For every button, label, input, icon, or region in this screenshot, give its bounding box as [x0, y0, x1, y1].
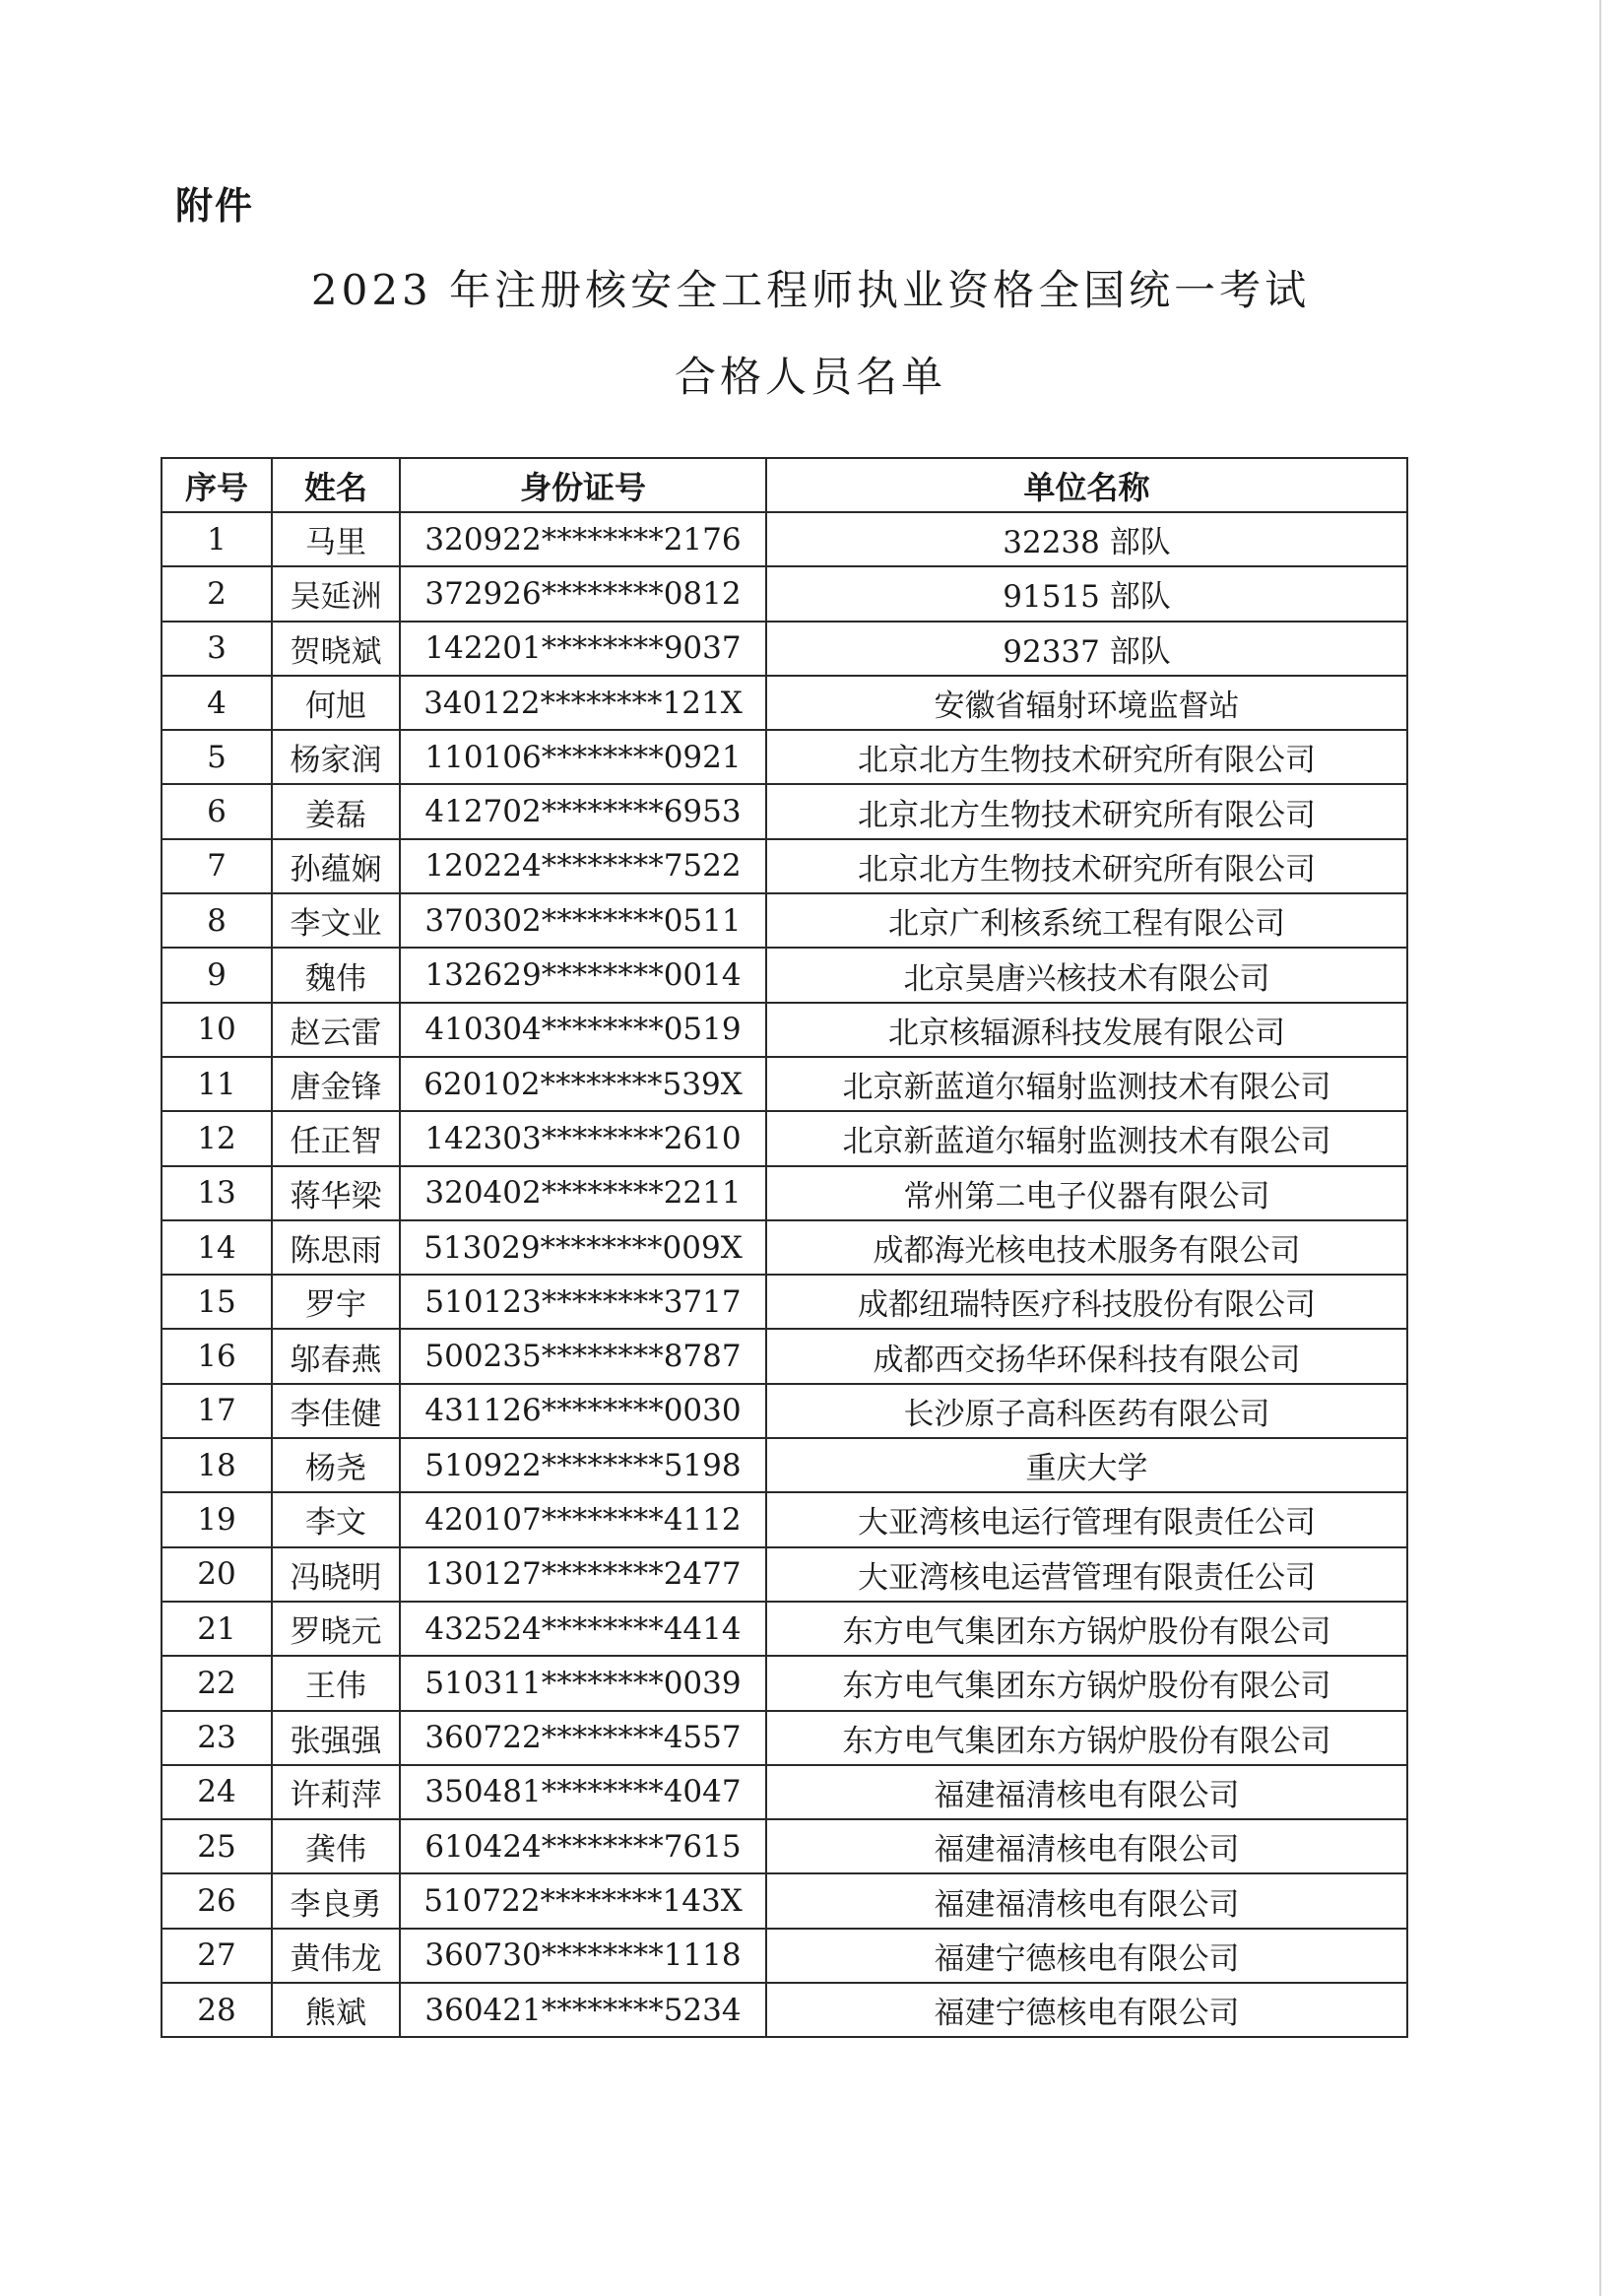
table-row	[162, 1275, 1407, 1329]
table-row	[162, 1166, 1407, 1220]
id-number-cell: 110106********0921	[400, 730, 766, 784]
table-row	[162, 622, 1407, 676]
id-number-cell: 340122********121X	[400, 676, 766, 730]
id-number-cell: 142303********2610	[400, 1111, 766, 1165]
organization-cell: 北京北方生物技术研究所有限公司	[766, 839, 1407, 893]
name-cell: 罗晓元	[272, 1602, 400, 1656]
table-row	[162, 893, 1407, 948]
table-row	[162, 1656, 1407, 1710]
id-number-cell: 431126********0030	[400, 1384, 766, 1438]
id-number-cell: 500235********8787	[400, 1329, 766, 1383]
id-number-cell: 320922********2176	[400, 512, 766, 566]
seq-cell: 18	[162, 1438, 272, 1492]
header-id-number: 身份证号	[400, 458, 766, 512]
table-row	[162, 1983, 1407, 2037]
organization-cell: 北京核辐源科技发展有限公司	[766, 1003, 1407, 1057]
name-cell: 张强强	[272, 1711, 400, 1765]
id-number-cell: 620102********539X	[400, 1057, 766, 1111]
seq-cell: 27	[162, 1929, 272, 1983]
table-row	[162, 1329, 1407, 1383]
organization-cell: 92337 部队	[766, 622, 1407, 676]
id-number-cell: 120224********7522	[400, 839, 766, 893]
id-number-cell: 360722********4557	[400, 1711, 766, 1765]
table-row	[162, 1819, 1407, 1873]
seq-cell: 11	[162, 1057, 272, 1111]
table-row	[162, 512, 1407, 566]
seq-cell: 9	[162, 948, 272, 1002]
id-number-cell: 350481********4047	[400, 1765, 766, 1819]
organization-cell: 北京昊唐兴核技术有限公司	[766, 948, 1407, 1002]
name-cell: 李文业	[272, 893, 400, 948]
name-cell: 李佳健	[272, 1384, 400, 1438]
table-row	[162, 1765, 1407, 1819]
table-row	[162, 1873, 1407, 1928]
seq-cell: 7	[162, 839, 272, 893]
seq-cell: 14	[162, 1220, 272, 1275]
name-cell: 任正智	[272, 1111, 400, 1165]
table-row	[162, 1003, 1407, 1057]
seq-cell: 20	[162, 1547, 272, 1602]
seq-cell: 15	[162, 1275, 272, 1329]
name-cell: 黄伟龙	[272, 1929, 400, 1983]
seq-cell: 12	[162, 1111, 272, 1165]
name-cell: 陈思雨	[272, 1220, 400, 1275]
seq-cell: 4	[162, 676, 272, 730]
name-cell: 李文	[272, 1492, 400, 1546]
name-cell: 蒋华梁	[272, 1166, 400, 1220]
seq-cell: 8	[162, 893, 272, 948]
seq-cell: 19	[162, 1492, 272, 1546]
header-seq: 序号	[162, 458, 272, 512]
name-cell: 李良勇	[272, 1873, 400, 1928]
id-number-cell: 142201********9037	[400, 622, 766, 676]
table-row	[162, 1220, 1407, 1275]
roster-table	[161, 457, 1408, 2038]
organization-cell: 福建福清核电有限公司	[766, 1765, 1407, 1819]
id-number-cell: 432524********4414	[400, 1602, 766, 1656]
seq-cell: 17	[162, 1384, 272, 1438]
attachment-label: 附件	[175, 184, 255, 228]
table-row	[162, 1384, 1407, 1438]
seq-cell: 6	[162, 784, 272, 838]
header-organization: 单位名称	[766, 458, 1407, 512]
table-body	[162, 512, 1407, 2037]
seq-cell: 10	[162, 1003, 272, 1057]
name-cell: 邬春燕	[272, 1329, 400, 1383]
id-number-cell: 513029********009X	[400, 1220, 766, 1275]
name-cell: 马里	[272, 512, 400, 566]
table-row	[162, 1602, 1407, 1656]
id-number-cell: 372926********0812	[400, 566, 766, 621]
organization-cell: 福建福清核电有限公司	[766, 1873, 1407, 1928]
table-row	[162, 1547, 1407, 1602]
name-cell: 冯晓明	[272, 1547, 400, 1602]
document-subtitle: 合格人员名单	[674, 353, 946, 401]
organization-cell: 东方电气集团东方锅炉股份有限公司	[766, 1711, 1407, 1765]
name-cell: 杨尧	[272, 1438, 400, 1492]
table-row	[162, 784, 1407, 838]
organization-cell: 长沙原子高科医药有限公司	[766, 1384, 1407, 1438]
id-number-cell: 420107********4112	[400, 1492, 766, 1546]
organization-cell: 北京广利核系统工程有限公司	[766, 893, 1407, 948]
name-cell: 王伟	[272, 1656, 400, 1710]
organization-cell: 成都海光核电技术服务有限公司	[766, 1220, 1407, 1275]
name-cell: 唐金锋	[272, 1057, 400, 1111]
seq-cell: 22	[162, 1656, 272, 1710]
name-cell: 魏伟	[272, 948, 400, 1002]
table-row	[162, 676, 1407, 730]
organization-cell: 北京新蓝道尔辐射监测技术有限公司	[766, 1057, 1407, 1111]
organization-cell: 大亚湾核电运营管理有限责任公司	[766, 1547, 1407, 1602]
table-row	[162, 1438, 1407, 1492]
name-cell: 罗宇	[272, 1275, 400, 1329]
organization-cell: 大亚湾核电运行管理有限责任公司	[766, 1492, 1407, 1546]
id-number-cell: 360730********1118	[400, 1929, 766, 1983]
seq-cell: 3	[162, 622, 272, 676]
organization-cell: 成都纽瑞特医疗科技股份有限公司	[766, 1275, 1407, 1329]
document-title: 2023 年注册核安全工程师执业资格全国统一考试	[310, 266, 1311, 314]
seq-cell: 2	[162, 566, 272, 621]
id-number-cell: 610424********7615	[400, 1819, 766, 1873]
seq-cell: 24	[162, 1765, 272, 1819]
id-number-cell: 132629********0014	[400, 948, 766, 1002]
name-cell: 吴延洲	[272, 566, 400, 621]
seq-cell: 28	[162, 1983, 272, 2037]
organization-cell: 成都西交扬华环保科技有限公司	[766, 1329, 1407, 1383]
name-cell: 赵云雷	[272, 1003, 400, 1057]
id-number-cell: 412702********6953	[400, 784, 766, 838]
organization-cell: 北京新蓝道尔辐射监测技术有限公司	[766, 1111, 1407, 1165]
organization-cell: 北京北方生物技术研究所有限公司	[766, 784, 1407, 838]
organization-cell: 重庆大学	[766, 1438, 1407, 1492]
name-cell: 孙蕴娴	[272, 839, 400, 893]
organization-cell: 东方电气集团东方锅炉股份有限公司	[766, 1602, 1407, 1656]
id-number-cell: 510311********0039	[400, 1656, 766, 1710]
table-row	[162, 1711, 1407, 1765]
organization-cell: 安徽省辐射环境监督站	[766, 676, 1407, 730]
table-header-row	[162, 458, 1407, 512]
organization-cell: 东方电气集团东方锅炉股份有限公司	[766, 1656, 1407, 1710]
seq-cell: 23	[162, 1711, 272, 1765]
id-number-cell: 320402********2211	[400, 1166, 766, 1220]
seq-cell: 13	[162, 1166, 272, 1220]
header-name: 姓名	[272, 458, 400, 512]
table-row	[162, 1492, 1407, 1546]
seq-cell: 5	[162, 730, 272, 784]
seq-cell: 26	[162, 1873, 272, 1928]
organization-cell: 常州第二电子仪器有限公司	[766, 1166, 1407, 1220]
organization-cell: 福建宁德核电有限公司	[766, 1929, 1407, 1983]
organization-cell: 福建福清核电有限公司	[766, 1819, 1407, 1873]
id-number-cell: 510123********3717	[400, 1275, 766, 1329]
id-number-cell: 130127********2477	[400, 1547, 766, 1602]
name-cell: 杨家润	[272, 730, 400, 784]
id-number-cell: 360421********5234	[400, 1983, 766, 2037]
id-number-cell: 370302********0511	[400, 893, 766, 948]
id-number-cell: 510922********5198	[400, 1438, 766, 1492]
id-number-cell: 510722********143X	[400, 1873, 766, 1928]
name-cell: 许莉萍	[272, 1765, 400, 1819]
seq-cell: 21	[162, 1602, 272, 1656]
seq-cell: 16	[162, 1329, 272, 1383]
name-cell: 姜磊	[272, 784, 400, 838]
table-row	[162, 1057, 1407, 1111]
name-cell: 何旭	[272, 676, 400, 730]
table-row	[162, 730, 1407, 784]
table-row	[162, 1111, 1407, 1165]
name-cell: 龚伟	[272, 1819, 400, 1873]
organization-cell: 91515 部队	[766, 566, 1407, 621]
organization-cell: 32238 部队	[766, 512, 1407, 566]
seq-cell: 1	[162, 512, 272, 566]
id-number-cell: 410304********0519	[400, 1003, 766, 1057]
table-row	[162, 1929, 1407, 1983]
name-cell: 贺晓斌	[272, 622, 400, 676]
organization-cell: 福建宁德核电有限公司	[766, 1983, 1407, 2037]
name-cell: 熊斌	[272, 1983, 400, 2037]
seq-cell: 25	[162, 1819, 272, 1873]
table-row	[162, 948, 1407, 1002]
table-row	[162, 566, 1407, 621]
organization-cell: 北京北方生物技术研究所有限公司	[766, 730, 1407, 784]
table-row	[162, 839, 1407, 893]
